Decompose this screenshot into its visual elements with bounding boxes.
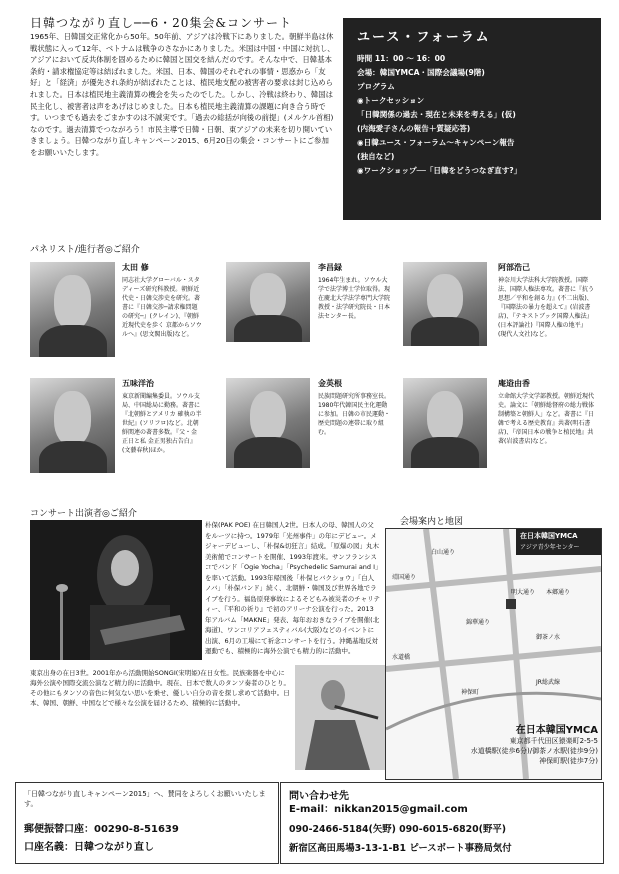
youth-forum-title: ユース・フォーラム bbox=[357, 30, 491, 45]
panelist-photo bbox=[30, 378, 115, 473]
panelist-name: 金英根 bbox=[318, 379, 342, 388]
youth-forum-time: 時間 11：00 ～ 16：00 bbox=[357, 54, 446, 63]
contact-box bbox=[280, 782, 604, 864]
map-ymca-sign: 在日本韓国YMCA bbox=[520, 532, 578, 540]
panelist-bio: 1964年生まれ。ソウル大学で法学博士学位取得。現在慶北大学法学専門大学院教授・法学研究院長・日本法センター長。 bbox=[318, 277, 391, 320]
panelist-name: 庵逧由香 bbox=[498, 379, 530, 388]
panelist-name: 李昌録 bbox=[318, 263, 342, 272]
youth-forum-item: (独自など) bbox=[357, 152, 395, 161]
contact-address: 新宿区高田馬場3-13-1-B1 ピースボート事務局気付 bbox=[289, 843, 512, 854]
account-name: 口座名義：日韓つながり直し bbox=[24, 842, 154, 853]
ymca-access: 水道橋駅(徒歩6分)/御茶ノ水駅(徒歩9分) bbox=[470, 747, 598, 755]
panelist-bio: 同志社大学グローバル・スタディーズ研究科教授。朝鮮近代史・日韓交渉史を研究。著書に『日韓交渉─請求権問題の研究─』(クレイン)、『朝鮮近現代史を歩く 京都からソウルへ』(思文閣出版)など。 bbox=[122, 277, 202, 338]
ymca-info bbox=[440, 726, 598, 766]
youth-forum-item: ◉日韓ユース・フォーラム〜キャンペーン報告 bbox=[357, 138, 515, 147]
songi-bio: 東京出身の在日3世。2001年から活動開始SONGI(宋明姫)在日女性。民族楽器を中心に海外公演や国際交流公演など精力的に活動中。現在、日本で数人のタンソ奏者のひとり。その他にもタンソの音色に何気ない思いを乗せ、優しい自分の音を探し求めて活動中。日本、韓国、朝鮮、中国などで様々な公演を届けるため、積極的に活動中。 bbox=[30, 669, 290, 707]
youth-forum-item: ◉ワークショップ──「日韓をどうつなぎ直す?」 bbox=[357, 166, 522, 175]
contact-heading: 問い合わせ先 bbox=[289, 791, 349, 802]
panelist-bio: 東京新聞編集委員。ソウル支局、中国総局に勤務。著書に『北朝鮮とアメリカ 確執の半世紀』(ソリフロ)など。北朝鮮関連の著書多数。『父・金正日と私 金正男独占告白』(文藝春秋)ほか。 bbox=[122, 393, 202, 454]
panelist-photo bbox=[403, 378, 487, 468]
ymca-address: 東京都千代田区猿楽町2-5-5 bbox=[509, 737, 598, 745]
support-box bbox=[15, 782, 279, 864]
youth-forum-item: 「日韓関係の過去・現在と未来を考える」(仮) bbox=[357, 110, 516, 119]
map-heading: 会場案内と地図 bbox=[400, 517, 464, 527]
map-street-label: 錦華通り bbox=[466, 619, 491, 626]
youth-forum-item: ◉トークセッション bbox=[357, 96, 425, 105]
youth-forum-details bbox=[357, 52, 593, 178]
songi-photo bbox=[295, 665, 385, 770]
panelist-photo bbox=[226, 262, 310, 342]
map-ymca-sign-sub: アジア青少年センター bbox=[520, 544, 580, 551]
ymca-name: 在日本韓国YMCA bbox=[515, 725, 598, 736]
intro-text: 1965年、日韓国交正常化から50年。50年前、アジアは冷戦下にありました。朝鮮半島は休戦状態に入って12年、ベトナムは戦争のさなかにありました。米国は中国・中国に対抗し、アジアにおいて反共体制を固めるために韓国と国交を結んだのです。そんな中で、日韓基本条約・請求権協定等は結ばれました。米国、日本、韓国のそれぞれの事情・思惑から「友好」と「経済」が優先され条約が結ばれたことは、植民地支配の被害者の要求は封じ込められました。日本は植民地主義清算の機会を失ったのでした。しかし、冷戦は終わり、韓国は民主化し、被害者は声をあげはじめました。日本も植民地主義清算の課題に向き合う時です。いつまでも過去をごまかすのは不誠実です。「過去の総括が向後の前提」(メルケル首相)なのです。過去清算でつながろう！市民主導で日韓・日朝、東アジアの未来を切り開いていきましょう。日韓つながり直しキャンペーン2015、6月20日の集会・コンサートにご参加をお願いいたします。 bbox=[30, 32, 335, 157]
panelist-photo bbox=[403, 262, 487, 346]
youth-forum-venue: 会場：韓国YMCA・国際会議場(9階) bbox=[357, 68, 485, 77]
map-street-label: 神保町 bbox=[461, 689, 480, 696]
map-street-label: 御茶ノ水 bbox=[536, 634, 561, 641]
panelist-bio: 民族問題研究所事務室長。1980年代韓国民主化運動に参加。日韓の市民運動・歴史問題の連帯に取り組む。 bbox=[318, 393, 391, 436]
panelist-photo bbox=[226, 378, 310, 468]
panelist-bio: 神奈川大学法科大学院教授。国際法、国際人権法専攻。著書に『抗う思想／平和を創る力』(不二出版)、『国際法の暴力を超えて』(岩波書店)、『テキストブック国際人権法』(日本評論社)『国際人権の地平』(現代人文社)など。 bbox=[498, 277, 595, 338]
postal-account: 郵便振替口座：00290-8-51639 bbox=[24, 824, 179, 835]
panelist-name: 五味洋治 bbox=[122, 379, 154, 388]
youth-forum-program-label: プログラム bbox=[357, 82, 395, 91]
map-street-label: 明大通り bbox=[511, 589, 536, 596]
youth-forum-box bbox=[343, 18, 601, 220]
contact-email[interactable]: E-mail：nikkan2015@gmail.com bbox=[289, 804, 468, 815]
map-street-label: 本郷通り bbox=[546, 589, 571, 596]
concert-photo bbox=[30, 520, 202, 660]
panelist-heading: パネリスト/進行者◎ご紹介 bbox=[30, 245, 140, 255]
ymca-access: 神保町駅(徒歩7分) bbox=[539, 757, 598, 765]
concert-heading: コンサート出演者◎ご紹介 bbox=[30, 509, 137, 519]
pak-poe-bio: 朴保(PAK POE) 在日韓国人2世。日本人の母、韓国人の父をルーツに持つ。1979年「光州事件」の年にデビュー。メジャーデビューし、「朴保&切狂言」結成。「原爆の図」丸木美術館でコンサートを開催、1993年渡米。サンフランシスコでバンド「Ogie Yocha」「Psychedelic Samurai and I」を率いて活動。1993年帰国後「朴保ヒバクショウ」「白人ノバ」「朴保バンド」続く、北朝鮮・韓国及び世界各地でライブを行う。福島原発事故によるそどもみ被災者のチャリティー、『平和の祈り』で初のアリーナ公演を行った。2013年アルバム「MAKNE」発表、毎年おおきなライブを開催(北海道)、ワンコリアフェスティバル(大阪)などのイベントに出演、6月の工場にて祈念コンサートを行う。沖縄基地反対運動でも、積極的に海外公演でも精力的に活動中。 bbox=[205, 521, 380, 655]
panelist-name: 阿部浩己 bbox=[498, 263, 530, 272]
youth-forum-item: (内海愛子さんの報告＋質疑応答) bbox=[357, 124, 471, 133]
contact-phone: 090-2466-5184(矢野) 090-6015-6820(野平) bbox=[289, 824, 506, 835]
map-street-label: 白山通り bbox=[431, 549, 456, 556]
panelist-bio: 立命館大学文学部教授。朝鮮近現代史。論文に「朝鮮総督府の総力戦体制構築と朝鮮人」など。著書に『日韓で考える歴史教育』共著(明石書店)、『帝国日本の戦争と植民地』共著(岩波書店)など。 bbox=[498, 393, 595, 445]
panelist-name: 太田 修 bbox=[122, 263, 149, 272]
map-street-label: JR総武線 bbox=[536, 679, 560, 686]
map-street-label: 水道橋 bbox=[392, 654, 411, 661]
support-note: 「日韓つながり直しキャンペーン2015」へ、賛同をよろしくお願いいたします。 bbox=[24, 790, 266, 808]
panelist-photo bbox=[30, 262, 115, 357]
map-street-label: 靖国通り bbox=[392, 574, 417, 581]
main-title: 日韓つながり直し──6・20集会&コンサート bbox=[30, 16, 293, 30]
